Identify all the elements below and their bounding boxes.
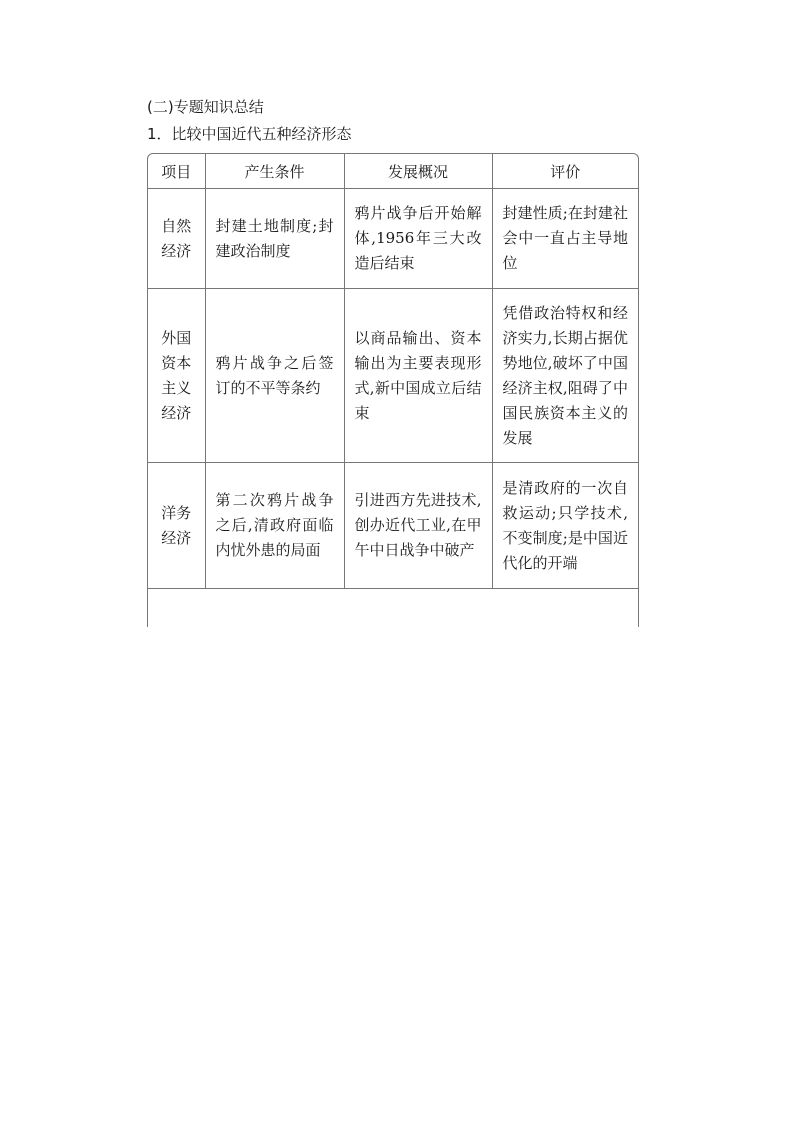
table-row bbox=[148, 289, 638, 463]
header-condition: 产生条件 bbox=[205, 154, 344, 189]
condition-text: 鸦片战争之后签订的不平等条约 bbox=[215, 353, 334, 397]
development-text: 以商品输出、资本输出为主要表现形式,新中国成立后结束 bbox=[354, 328, 482, 422]
condition-cell bbox=[205, 189, 344, 289]
development-text: 引进西方先进技术,创办近代工业,在甲午中日战争中破产 bbox=[354, 491, 482, 559]
table-row-continuation bbox=[148, 589, 638, 590]
evaluation-cell bbox=[492, 289, 638, 463]
development-cell bbox=[344, 463, 492, 589]
condition-cell bbox=[205, 463, 344, 589]
empty-cell bbox=[148, 589, 205, 590]
table-row bbox=[148, 189, 638, 289]
header-development: 发展概况 bbox=[344, 154, 492, 189]
empty-cell bbox=[492, 589, 638, 590]
empty-cell bbox=[344, 589, 492, 590]
comparison-table-container bbox=[147, 153, 639, 627]
empty-cell bbox=[205, 589, 344, 590]
evaluation-text: 封建性质;在封建社会中一直占主导地位 bbox=[502, 204, 628, 272]
table-header-row bbox=[148, 154, 638, 189]
evaluation-cell bbox=[492, 463, 638, 589]
section-heading: (二)专题知识总结 bbox=[147, 98, 264, 116]
row-type-text: 自然 经济 bbox=[161, 216, 192, 260]
row-type-cell bbox=[148, 463, 205, 589]
condition-text: 第二次鸦片战争之后,清政府面临内忧外患的局面 bbox=[215, 491, 334, 559]
row-type-cell bbox=[148, 189, 205, 289]
condition-text: 封建土地制度;封建政治制度 bbox=[215, 216, 334, 260]
evaluation-cell bbox=[492, 189, 638, 289]
condition-cell bbox=[205, 289, 344, 463]
row-type-text: 外国 资本 主义 经济 bbox=[161, 328, 192, 422]
development-cell bbox=[344, 189, 492, 289]
evaluation-text: 凭借政治特权和经济实力,长期占据优势地位,破坏了中国经济主权,阻碍了中国民族资本主义的发展 bbox=[502, 303, 628, 447]
development-cell bbox=[344, 289, 492, 463]
evaluation-text: 是清政府的一次自救运动;只学技术,不变制度;是中国近代化的开端 bbox=[502, 478, 628, 572]
header-item: 项目 bbox=[148, 154, 205, 189]
development-text: 鸦片战争后开始解体,1956年三大改造后结束 bbox=[354, 204, 482, 272]
table-row bbox=[148, 463, 638, 589]
row-type-text: 洋务 经济 bbox=[161, 503, 192, 547]
economy-comparison-table bbox=[148, 154, 638, 589]
header-evaluation: 评价 bbox=[492, 154, 638, 189]
table-caption: 1．比较中国近代五种经济形态 bbox=[147, 125, 352, 143]
row-type-cell bbox=[148, 289, 205, 463]
